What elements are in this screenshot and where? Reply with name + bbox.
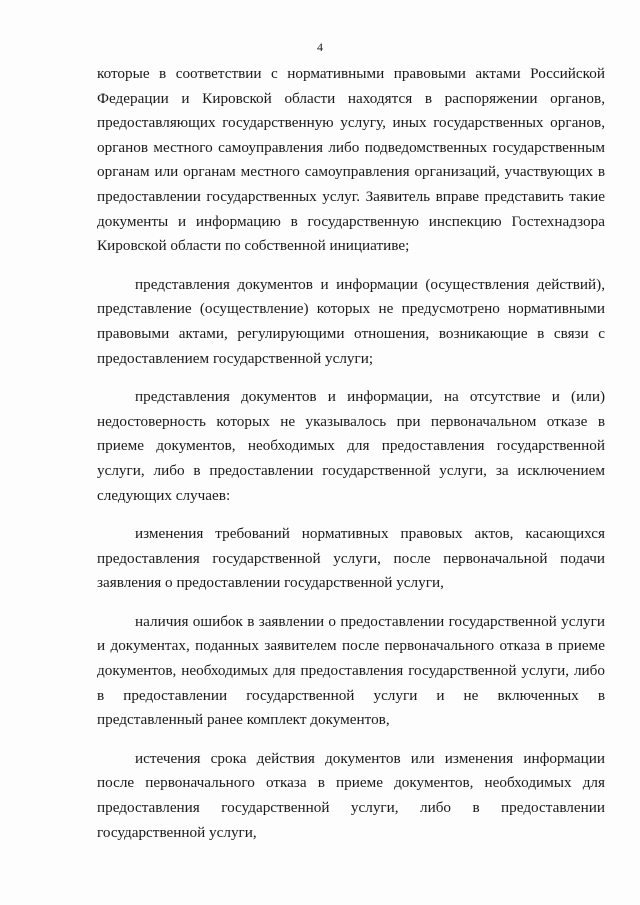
paragraph-continuation: которые в соответствии с нормативными правовыми актами Российской Федерации и Кировской области находятся в распоряжении органов, предоставляющих государственную услугу, иных государственных органов, органов местного самоуправления либо подведомственных государственным органам или органам местного самоуправления организаций, участвующих в предоставлении государственных услуг. Заявитель вправе представить такие документы и информацию в государственную инспекцию Гостехнадзора Кировской области по собственной инициативе; [97, 65, 605, 255]
document-body [97, 62, 605, 859]
paragraph: истечения срока действия документов или изменения информации после первоначального отказа в приеме документов, необходимых для предоставления государственной услуги, либо в предоставлении государственной услуги, [97, 749, 605, 841]
paragraph: изменения требований нормативных правовых актов, касающихся предоставления государственной услуги, после первоначальной подачи заявления о предоставлении государственной услуги, [97, 525, 605, 592]
page-number: 4 [317, 40, 323, 54]
paragraph: представления документов и информации, на отсутствие и (или) недостоверность которых не указывалось при первоначальном отказе в приеме документов, необходимых для предоставления государственной услуги, либо в предоставлении государственной услуги, за исключением следующих случаев: [97, 388, 605, 504]
paragraph: представления документов и информации (осуществления действий), представление (осуществление) которых не предусмотрено нормативными правовыми актами, регулирующими отношения, возникающие в связи с предоставлением государственной услуги; [97, 275, 605, 367]
paragraph: наличия ошибок в заявлении о предоставлении государственной услуги и документах, поданных заявителем после первоначального отказа в приеме документов, необходимых для предоставления государственной услуги, либо в предоставлении государственной услуги и не включенных в представленный ранее комплект документов, [97, 612, 605, 729]
